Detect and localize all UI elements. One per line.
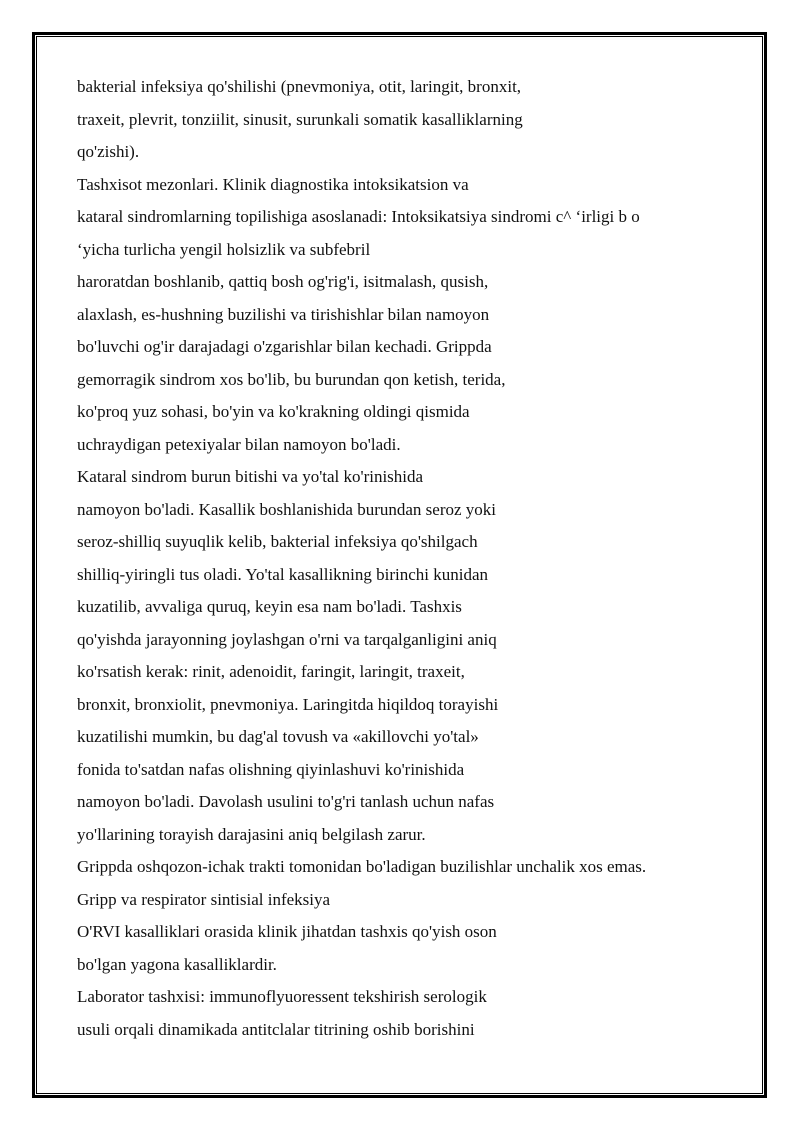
text-line: uchraydigan petexiyalar bilan namoyon bo'ladi. — [77, 434, 401, 454]
text-line: qo'yishda jarayonning joylashgan o'rni va tarqalganligini aniq — [77, 629, 497, 649]
text-line: Kataral sindrom burun bitishi va yo'tal ko'rinishida — [77, 467, 424, 486]
text-line: yo'llarining torayish darajasini aniq belgilash zarur. — [77, 824, 426, 844]
text-line: seroz-shilliq suyuqlik kelib, bakterial infeksiya qo'shilgach — [77, 532, 478, 551]
text-line: traxeit, plevrit, tonziilit, sinusit, surunkali somatik kasalliklarning — [77, 109, 523, 129]
text-line: Gripp va respirator sintisial infeksiya — [77, 889, 331, 909]
text-line: usuli orqali dinamikada antitclalar titrining oshib borishini — [77, 1019, 475, 1039]
text-line: kuzatilib, avvaliga quruq, keyin esa nam bo'ladi. Tashxis — [77, 597, 462, 616]
text-line: kataral sindromlarning topilishiga asoslanadi: Intoksikatsiya sindromi c^ ‘irligi b o — [77, 207, 640, 226]
text-line: shilliq-yiringli tus oladi. Yo'tal kasallikning birinchi kunidan — [77, 564, 489, 584]
text-line: Tashxisot mezonlari. Klinik diagnostika intoksikatsion va — [77, 174, 469, 194]
text-line: bo'luvchi og'ir darajadagi o'zgarishlar bilan kechadi. Grippda — [77, 337, 492, 356]
text-line: alaxlash, es-hushning buzilishi va tirishishlar bilan namoyon — [77, 304, 490, 324]
text-line: namoyon bo'ladi. Davolash usulini to'g'ri tanlash uchun nafas — [77, 792, 495, 811]
document-text — [77, 75, 757, 1050]
text-line: kuzatilishi mumkin, bu dag'al tovush va «akillovchi yo'tal» — [77, 727, 479, 746]
text-line: gemorragik sindrom xos bo'lib, bu burundan qon ketish, terida, — [77, 369, 506, 389]
text-line: qo'zishi). — [77, 142, 140, 161]
text-line: ko'proq yuz sohasi, bo'yin va ko'krakning oldingi qismida — [77, 402, 470, 421]
text-line: bakterial infeksiya qo'shilishi (pnevmoniya, otit, laringit, bronxit, — [77, 77, 522, 96]
text-line: Laborator tashxisi: immunoflyuoressent tekshirish serologik — [77, 987, 487, 1006]
text-line: bronxit, bronxiolit, pnevmoniya. Laringitda hiqildoq torayishi — [77, 694, 499, 714]
text-line: ‘yicha turlicha yengil holsizlik va subfebril — [77, 239, 371, 259]
text-line: ko'rsatish kerak: rinit, adenoidit, faringit, laringit, traxeit, — [77, 662, 465, 681]
text-line: Grippda oshqozon-ichak trakti tomonidan bo'ladigan buzilishlar unchalik xos emas. — [77, 857, 647, 876]
text-line: fonida to'satdan nafas olishning qiyinlashuvi ko'rinishida — [77, 759, 465, 779]
text-line: namoyon bo'ladi. Kasallik boshlanishida burundan seroz yoki — [77, 499, 497, 519]
text-line: bo'lgan yagona kasalliklardir. — [77, 954, 277, 974]
text-line: haroratdan boshlanib, qattiq bosh og'rig'i, isitmalash, qusish, — [77, 272, 489, 291]
text-line: O'RVI kasalliklari orasida klinik jihatdan tashxis qo'yish oson — [77, 922, 497, 941]
